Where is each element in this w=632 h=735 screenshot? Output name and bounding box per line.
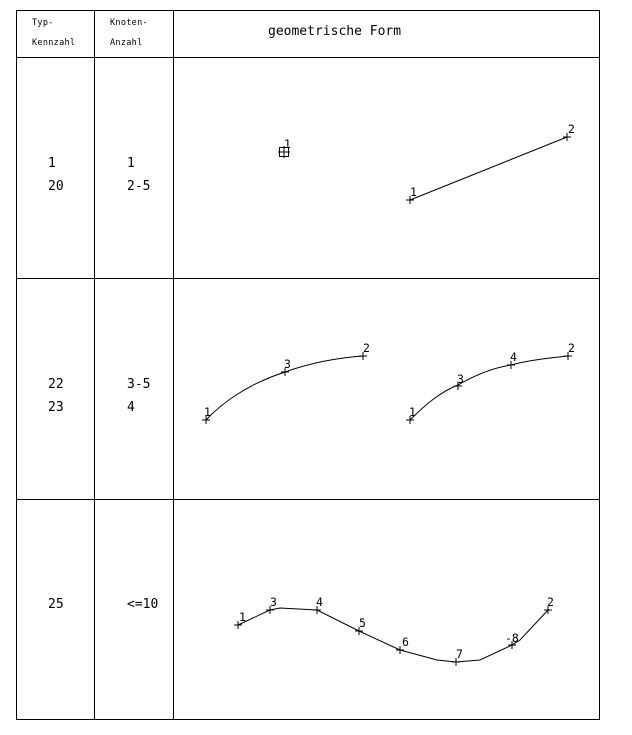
header-nodes-line2: Anzahl bbox=[110, 38, 143, 48]
figure-arc-4-nodes bbox=[406, 341, 575, 424]
figure-polyline-curve bbox=[234, 595, 554, 666]
node-label: 1 bbox=[284, 137, 291, 151]
nodes-value: 2-5 bbox=[127, 179, 151, 194]
node-label: 2 bbox=[363, 341, 370, 355]
node-label: 1 bbox=[410, 185, 417, 199]
type-value: 1 bbox=[48, 156, 56, 171]
header-nodes-line1: Knoten- bbox=[110, 18, 148, 28]
header-type-line1: Typ- bbox=[32, 18, 54, 28]
nodes-value: 1 bbox=[127, 156, 135, 171]
figure-point bbox=[278, 137, 291, 158]
nodes-value: <=10 bbox=[127, 597, 159, 612]
type-value: 25 bbox=[48, 597, 64, 612]
node-label: -8 bbox=[505, 631, 519, 645]
node-label: 6 bbox=[402, 635, 409, 649]
type-value: 23 bbox=[48, 400, 64, 415]
type-value: 20 bbox=[48, 179, 64, 194]
header-type-line2: Kennzahl bbox=[32, 38, 76, 48]
node-label: 3 bbox=[284, 357, 291, 371]
type-value: 22 bbox=[48, 377, 64, 392]
node-label: 1 bbox=[409, 405, 416, 419]
node-label: 4 bbox=[316, 595, 323, 609]
node-label: 2 bbox=[547, 595, 554, 609]
node-label: 2 bbox=[568, 122, 575, 136]
node-label: 1 bbox=[239, 610, 246, 624]
node-label: 3 bbox=[457, 372, 464, 386]
nodes-value: 4 bbox=[127, 400, 135, 415]
node-label: 2 bbox=[568, 341, 575, 355]
nodes-value: 3-5 bbox=[127, 377, 151, 392]
header-shape: geometrische Form bbox=[268, 24, 402, 39]
node-label: 7 bbox=[456, 647, 463, 661]
node-label: 3 bbox=[270, 595, 277, 609]
node-label: 5 bbox=[359, 616, 366, 630]
figure-arc-3-nodes bbox=[202, 341, 370, 424]
node-label: 1 bbox=[204, 405, 211, 419]
node-label: 4 bbox=[510, 350, 517, 364]
figure-straight-line bbox=[406, 122, 575, 204]
